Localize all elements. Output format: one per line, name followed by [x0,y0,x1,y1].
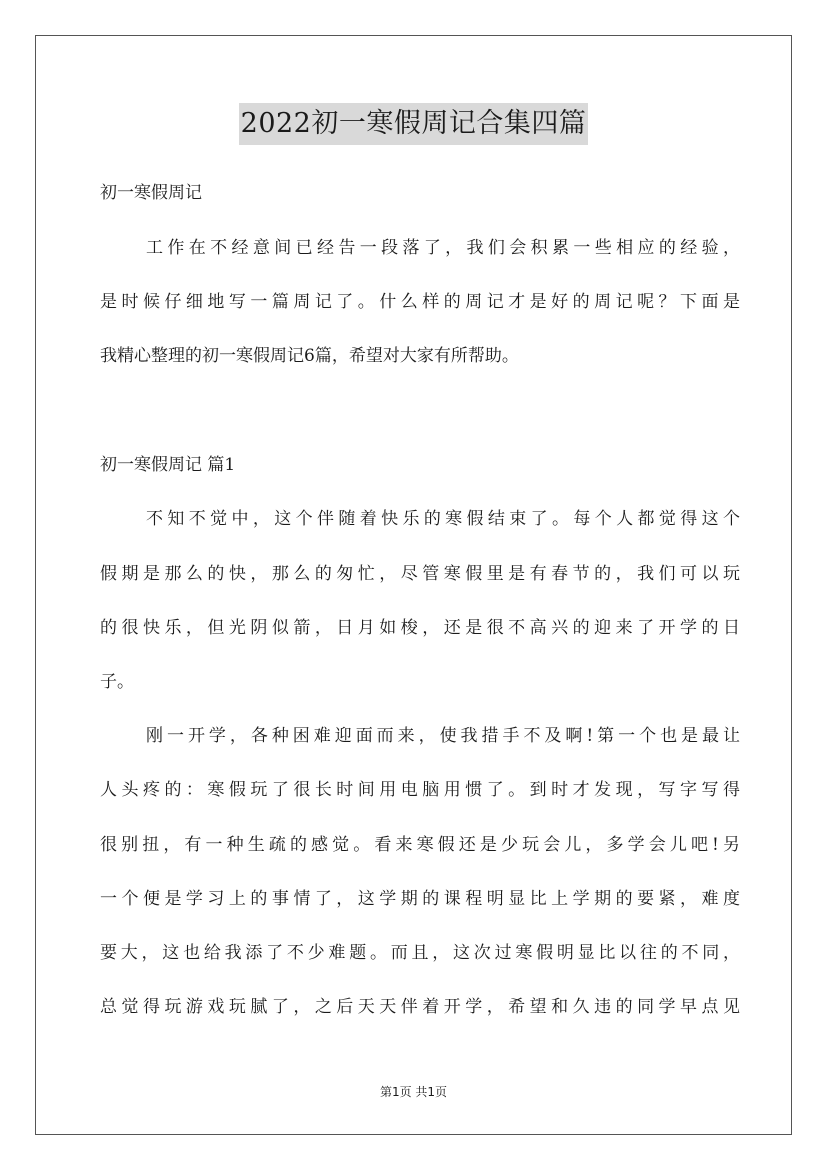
paragraph-line: 的很快乐，但光阴似箭，日月如梭，还是很不高兴的迎来了开学的日 [100,618,740,638]
paragraph-line: 假期是那么的快，那么的匆忙，尽管寒假里是有春节的，我们可以玩 [100,564,740,584]
paragraph-line: 很别扭，有一种生疏的感觉。看来寒假还是少玩会儿，多学会儿吧!另 [100,835,740,855]
paragraph-line: 工作在不经意间已经告一段落了，我们会积累一些相应的经验， [146,238,740,258]
paragraph-line: 人头疼的：寒假玩了很长时间用电脑用惯了。到时才发现，写字写得 [100,780,740,800]
section-heading: 初一寒假周记 [100,183,202,203]
paragraph-line: 我精心整理的初一寒假周记6篇，希望对大家有所帮助。 [100,346,519,366]
paragraph-line: 刚一开学，各种困难迎面而来，使我措手不及啊!第一个也是最让 [146,726,740,746]
paragraph-line: 一个便是学习上的事情了，这学期的课程明显比上学期的要紧，难度 [100,889,740,909]
page-footer [0,1084,827,1100]
paragraph-line: 总觉得玩游戏玩腻了，之后天天伴着开学，希望和久违的同学早点见 [100,997,740,1017]
document-title [0,102,827,145]
paragraph-line: 子。 [100,672,134,692]
document-title-text: 2022初一寒假周记合集四篇 [239,103,589,145]
paragraph-line: 不知不觉中，这个伴随着快乐的寒假结束了。每个人都觉得这个 [146,509,740,529]
page-number-label: 第1页 共1页 [379,1085,448,1099]
paragraph-line: 是时候仔细地写一篇周记了。什么样的周记才是好的周记呢？下面是 [100,292,740,312]
section-heading: 初一寒假周记 篇1 [100,455,236,475]
paragraph-line: 要大，这也给我添了不少难题。而且，这次过寒假明显比以往的不同， [100,943,740,963]
